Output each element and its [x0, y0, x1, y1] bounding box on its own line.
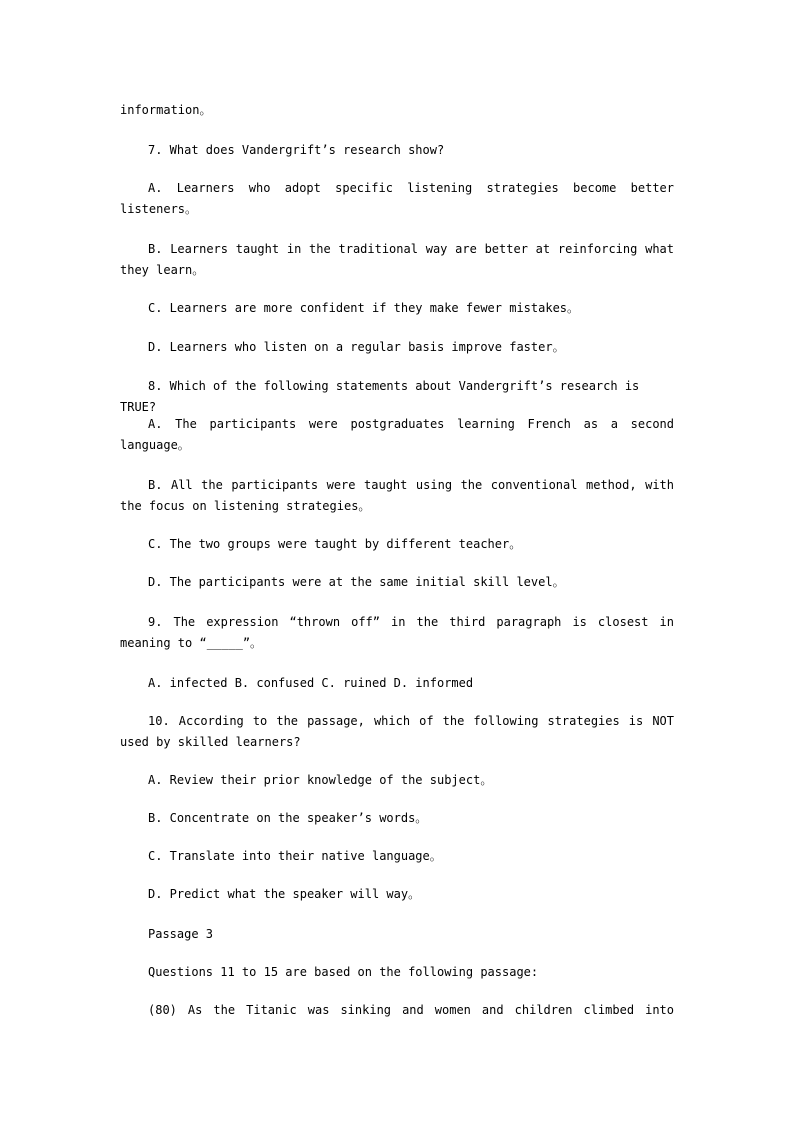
passage-heading: Passage 3 [148, 927, 214, 941]
question-8-option-d: D. The participants were at the same initial skill level。 [148, 575, 565, 589]
question-10-option-c: C. Translate into their native language。 [148, 849, 442, 863]
passage-text: (80) As the Titanic was sinking and women and children climbed into [148, 1003, 674, 1017]
question-10-option-b: B. Concentrate on the speaker’s words。 [148, 811, 428, 825]
question-9: 9. The expression “thrown off” in the third paragraph is closest in meaning to “_____”。 [120, 615, 674, 650]
question-8-option-a: A. The participants were postgraduates learning French as a second language。 [120, 417, 674, 452]
question-8-option-c: C. The two groups were taught by different teacher。 [148, 537, 522, 551]
document-page [120, 0, 674, 1123]
question-10-option-d: D. Predict what the speaker will way。 [148, 887, 421, 901]
question-7-option-d: D. Learners who listen on a regular basis improve faster。 [148, 340, 565, 354]
question-7-option-a: A. Learners who adopt specific listening strategies become better listeners。 [120, 181, 674, 216]
question-7: 7. What does Vandergrift’s research show? [148, 143, 445, 157]
question-7-option-c: C. Learners are more confident if they make fewer mistakes。 [148, 301, 580, 315]
paragraph-continuation: information。 [120, 103, 212, 117]
question-8: 8. Which of the following statements about Vandergrift’s research is TRUE? [120, 379, 640, 414]
question-10: 10. According to the passage, which of the following strategies is NOT used by skilled learners? [120, 714, 674, 749]
question-10-option-a: A. Review their prior knowledge of the subject。 [148, 773, 493, 787]
passage-instructions: Questions 11 to 15 are based on the following passage: [148, 965, 539, 979]
question-8-option-b: B. All the participants were taught using the conventional method, with the focus on listening strategies。 [120, 478, 674, 513]
question-7-option-b: B. Learners taught in the traditional way are better at reinforcing what they learn。 [120, 242, 674, 277]
question-9-options: A. infected B. confused C. ruined D. informed [148, 676, 474, 690]
